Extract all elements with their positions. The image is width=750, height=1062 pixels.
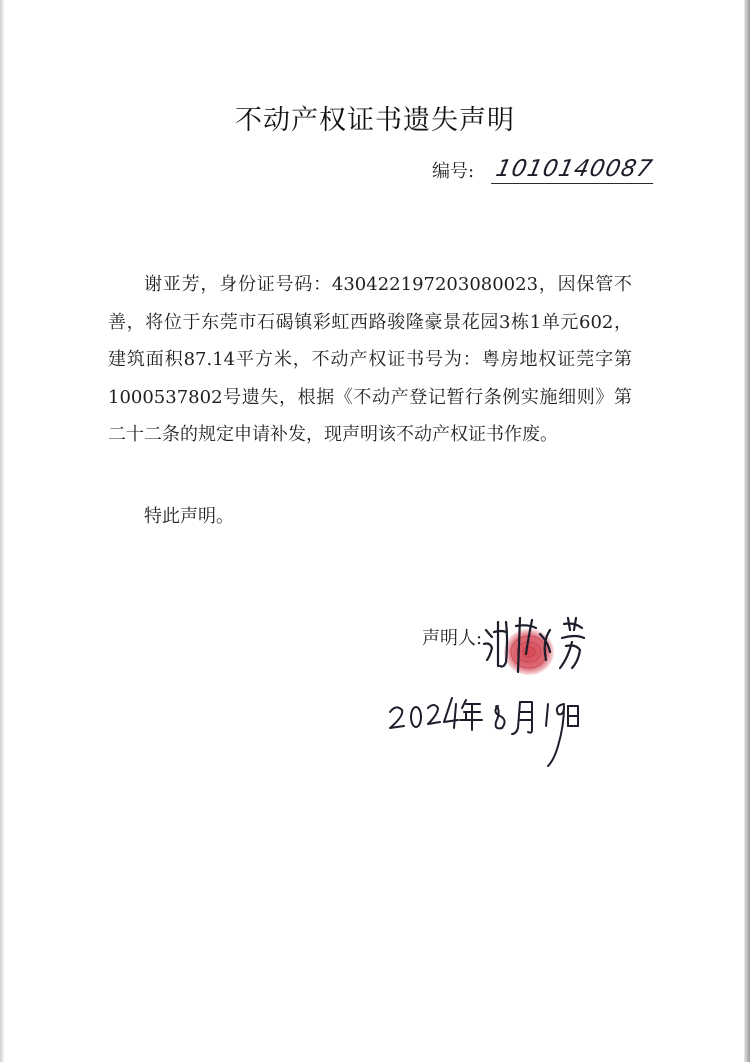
number-label: 编号: bbox=[432, 161, 475, 182]
document-title: 不动产权证书遗失声明 bbox=[235, 105, 515, 136]
declaration-paragraph: 谢亚芳，身份证号码：430422197203080023，因保管不善，将位于东莞市石碣镇彩虹西路骏隆豪景花园3栋1单元602，建筑面积87.14平方米，不动产权证书号为：粤房地权证莞字第1000537802号遗失，根据《不动产登记暂行条例实施细则》第二十二条的规定申请补发，现声明该不动产权证书作废。 bbox=[108, 274, 632, 445]
scan-edge-left bbox=[0, 0, 4, 1062]
closing-statement: 特此声明。 bbox=[144, 506, 234, 527]
handwritten-date bbox=[380, 690, 610, 780]
certificate-number-row bbox=[432, 156, 656, 184]
declarant-block bbox=[416, 608, 616, 688]
declarant-label: 声明人: bbox=[422, 628, 483, 649]
signature-with-fingerprint bbox=[416, 608, 616, 688]
scan-edge-right bbox=[744, 0, 750, 1062]
handwritten-number: 1010140087 bbox=[491, 156, 659, 184]
